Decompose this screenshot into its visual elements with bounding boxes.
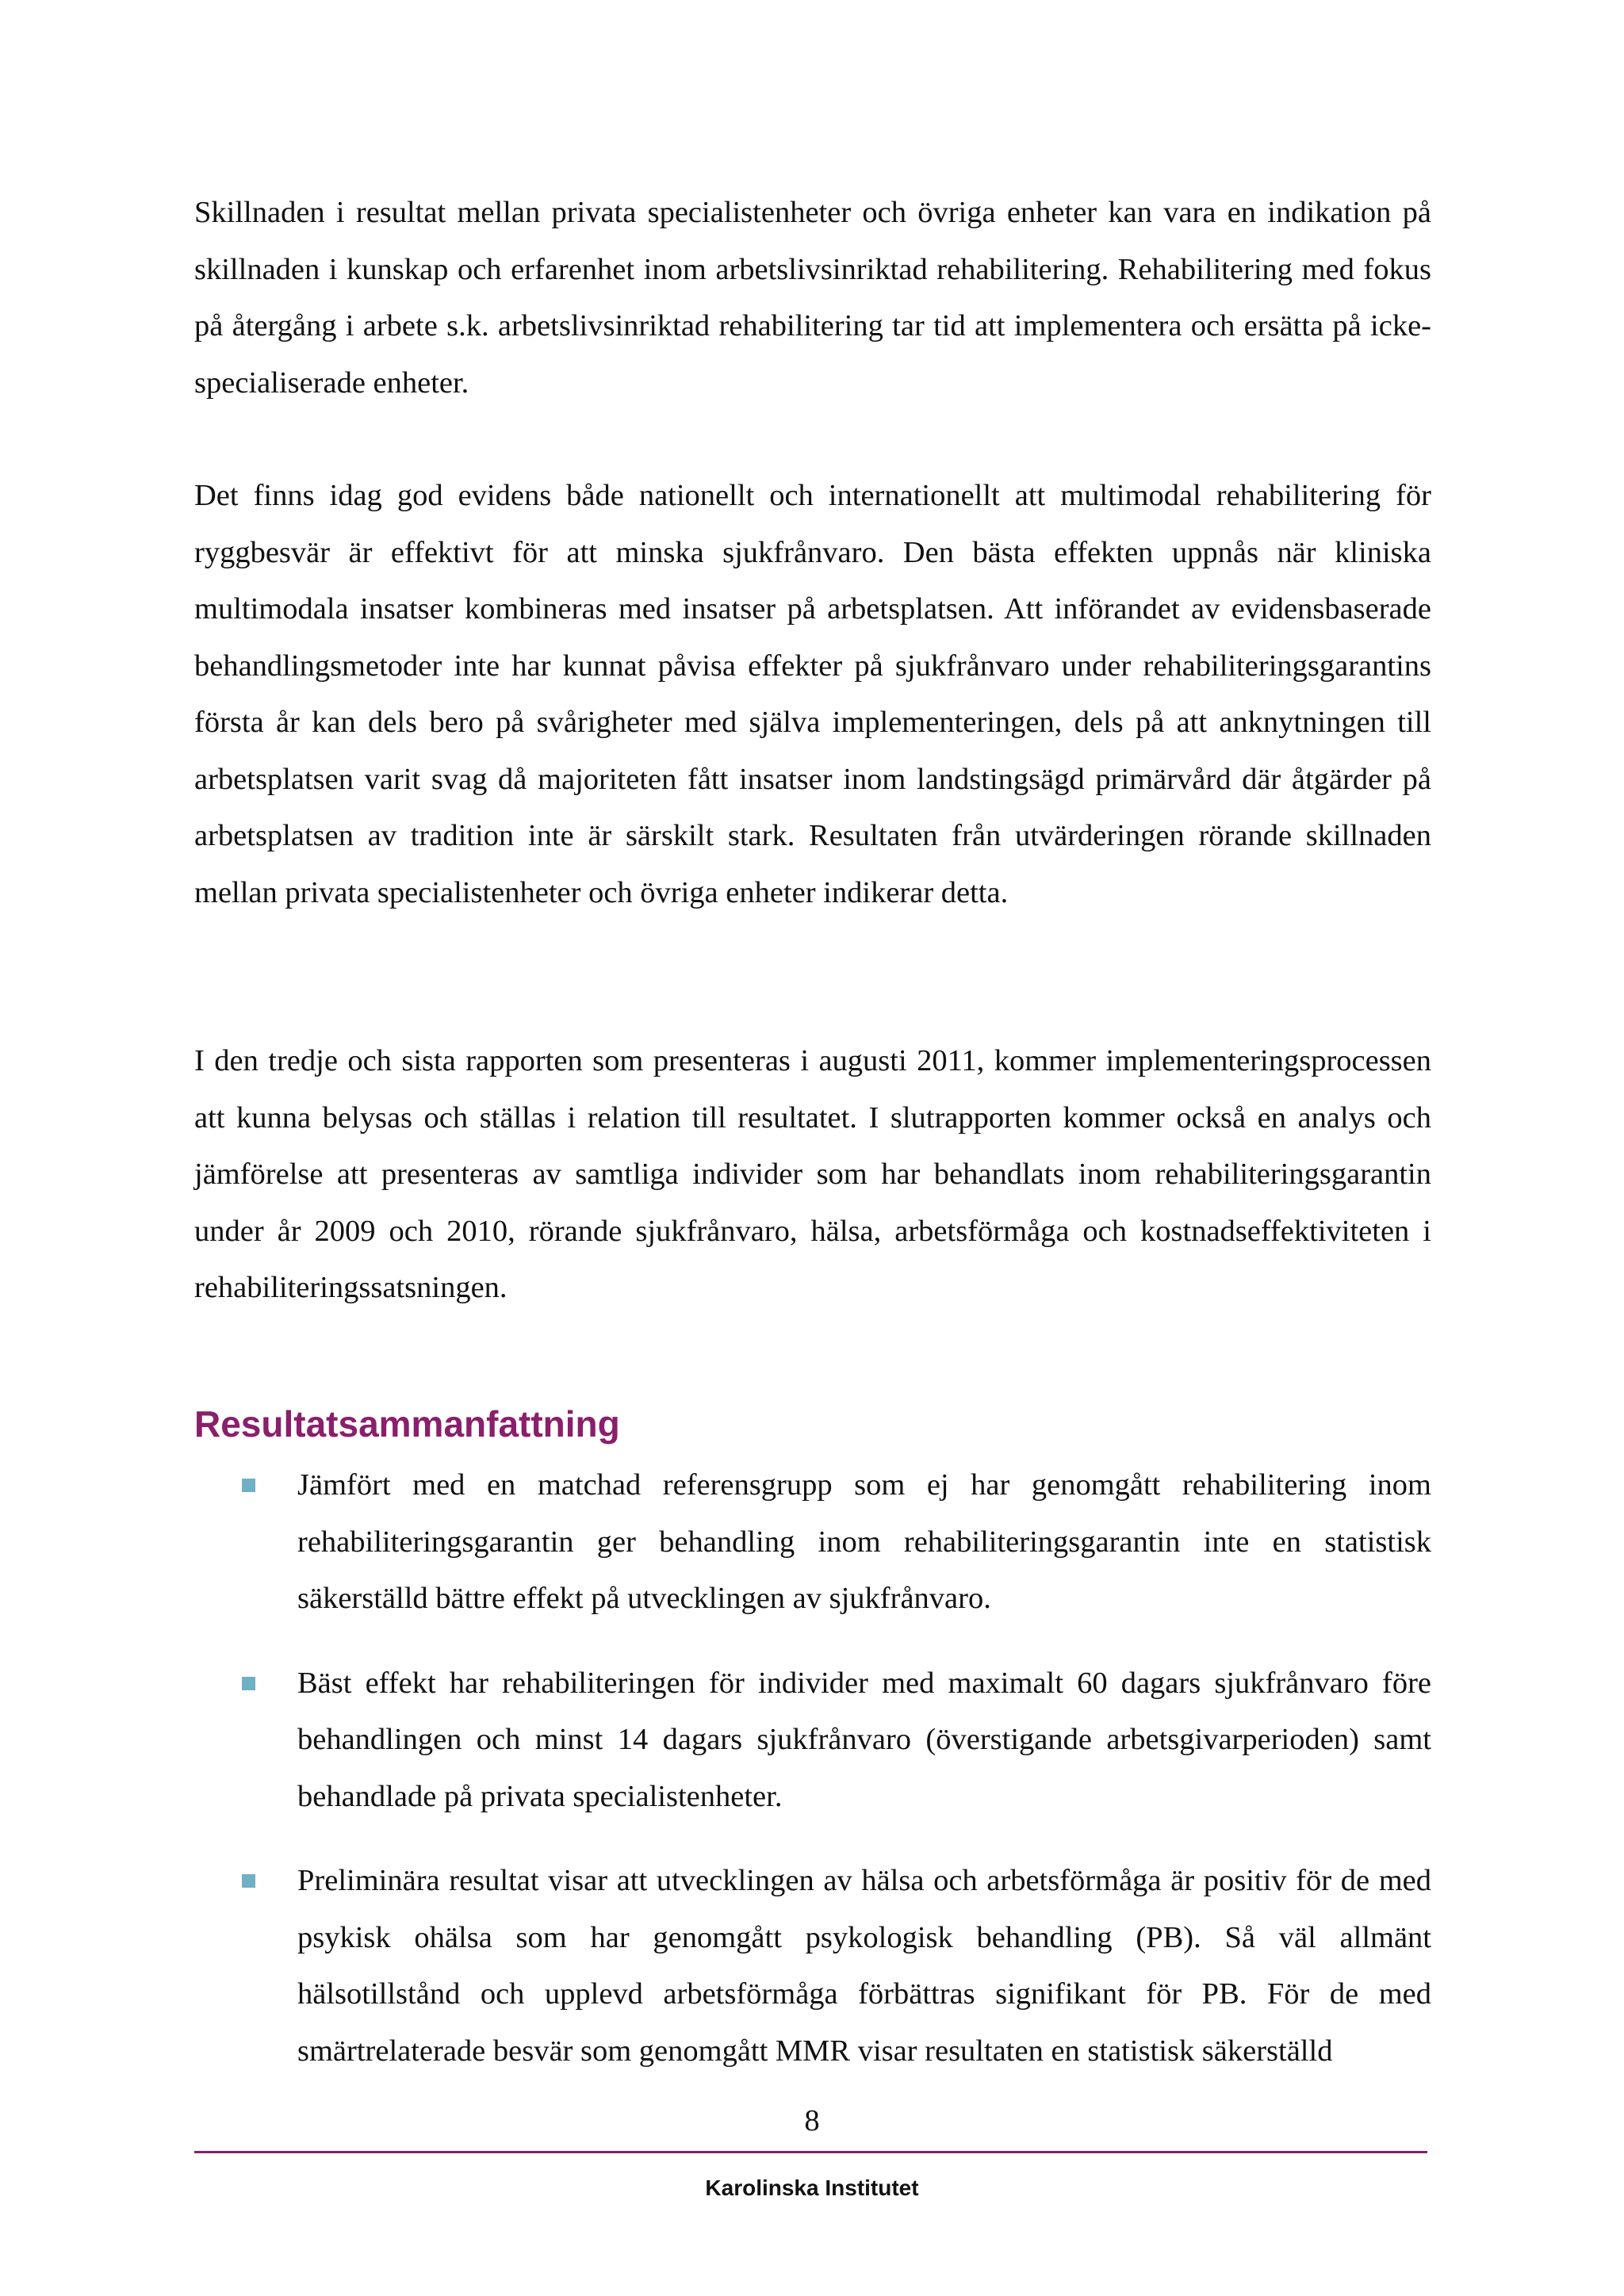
- footer-institution: Karolinska Institutet: [705, 2175, 919, 2200]
- body-paragraph-1: Skillnaden i resultat mellan privata specialistenheter och övriga enheter kan vara en indikation på skillnaden i kunskap och erfarenhet inom arbetslivsinriktad rehabilitering. Rehabilitering med fokus på återgång i arbete s.k. arbetslivsinriktad rehabilitering tar tid att implementera och ersätta på icke-specialiserade enheter.: [194, 196, 1431, 400]
- square-bullet-icon: [242, 1874, 255, 1888]
- page-number: 8: [804, 2104, 820, 2137]
- section-heading: Resultatsammanfattning: [194, 1403, 620, 1445]
- bullet-item-1: [194, 1457, 1431, 1628]
- bullet-text-2: Bäst effekt har rehabiliteringen för individer med maximalt 60 dagars sjukfrånvaro före behandlingen och minst 14 dagars sjukfrånvaro (överstigande arbetsgivarperioden) samt behandlade på privata specialistenheter.: [297, 1666, 1431, 1813]
- square-bullet-icon: [242, 1479, 255, 1492]
- bullet-item-2: [194, 1655, 1431, 1826]
- bullet-text-1: Jämfört med en matchad referensgrupp som ej har genomgått rehabilitering inom rehabiliteringsgarantin ger behandling inom rehabiliteringsgarantin inte en statistisk säkerställd bättre effekt på utvecklingen av sjukfrånvaro.: [297, 1468, 1431, 1615]
- square-bullet-icon: [242, 1677, 255, 1690]
- footer-divider: [194, 2151, 1427, 2153]
- body-paragraph-3: I den tredje och sista rapporten som presenteras i augusti 2011, kommer implementeringsprocessen att kunna belysas och ställas i relation till resultatet. I slutrapporten kommer också en analys och jämförelse att presenteras av samtliga individer som har behandlats inom rehabiliteringsgarantin under år 2009 och 2010, rörande sjukfrånvaro, hälsa, arbetsförmåga och kostnadseffektiviteten i rehabiliteringssatsningen.: [194, 1044, 1431, 1304]
- bullet-item-3: [194, 1853, 1431, 2080]
- body-paragraph-2: Det finns idag god evidens både nationellt och internationellt att multimodal rehabilitering för ryggbesvär är effektivt för att minska sjukfrånvaro. Den bästa effekten uppnås när kliniska multimodala insatser kombineras med insatser på arbetsplatsen. Att införandet av evidensbaserade behandlingsmetoder inte har kunnat påvisa effekter på sjukfrånvaro under rehabiliteringsgarantins första år kan dels bero på svårigheter med själva implementeringen, dels på att anknytningen till arbetsplatsen varit svag då majoriteten fått insatser inom landstingsägd primärvård där åtgärder på arbetsplatsen av tradition inte är särskilt stark. Resultaten från utvärderingen rörande skillnaden mellan privata specialistenheter och övriga enheter indikerar detta.: [194, 479, 1431, 909]
- results-bullet-list: [194, 1457, 1431, 2107]
- bullet-text-3: Preliminära resultat visar att utvecklingen av hälsa och arbetsförmåga är positiv för de med psykisk ohälsa som har genomgått psykologisk behandling (PB). Så väl allmänt hälsotillstånd och upplevd arbetsförmåga förbättras signifikant för PB. För de med smärtrelaterade besvär som genomgått MMR visar resultaten en statistisk säkerställd: [297, 1864, 1431, 2068]
